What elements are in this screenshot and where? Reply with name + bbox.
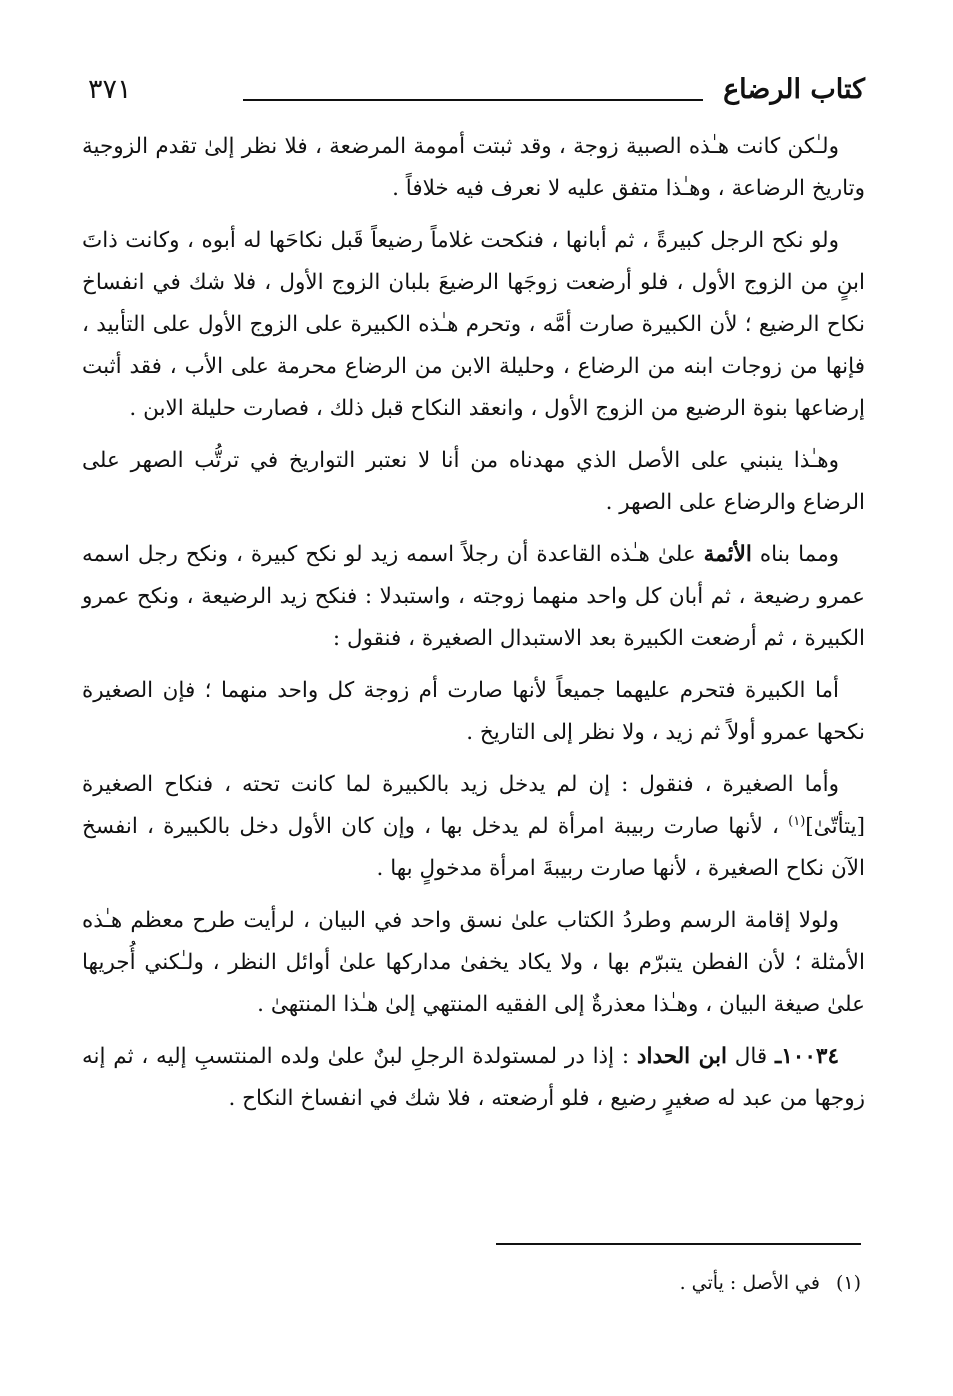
paragraph-2 (82, 220, 865, 430)
paragraph-1 (82, 126, 865, 210)
paragraph-8-text-a: قال (726, 1044, 775, 1069)
paragraph-8-text-b: : إذا در لمستولدة الرجلِ لبنٌ علىٰ ولده المنتسبِ إليه ، ثم إنه زوجها من عبد له صغيرٍ رضيع ، فلو أرضعته ، فلا شك في انفساخ النكاح . (82, 1044, 865, 1111)
paragraph-6 (82, 764, 865, 890)
footnote-reference[interactable]: (١) (788, 813, 806, 829)
cited-author: ابن الحداد (636, 1044, 727, 1069)
paragraph-6-text-b: ، لأنها صارت ربيبة امرأة لم يدخل بها ، وإن كان الأول دخل بالكبيرة ، انفسخ الآن نكاح الصغيرة ، لأنها صارت ربيبةَ امرأة مدخولٍ بها . (82, 814, 865, 881)
running-title: كتاب الرضاع (723, 74, 865, 105)
paragraph-2-text: ولو نكح الرجل كبيرةً ، ثم أبانها ، فنكحت غلاماً رضيعاً قَبل نكاحَها له أبوه ، وكانت ذاتَ ابنٍ من الزوج الأول ، فلو أرضعت زوجَها الرضيعَ بلبان الزوج الأول ، فلا شك في انفساخ نكاح الرضيع ؛ لأن الكبيرة صارت أمَّه ، وتحرم هـٰذه الكبيرة على الزوج الأول على التأبيد ، فإنها من زوجات ابنه من الرضاع ، وحليلة الابن من الرضاع محرمة على الأب ، فقد أثبت إرضاعها بنوة الرضيع من الزوج الأول ، وانعقد النكاح قبل ذلك ، فصارت حليلة الابن . (82, 228, 865, 421)
page-header (88, 74, 865, 118)
paragraph-8 (82, 1036, 865, 1120)
paragraph-5-text: أما الكبيرة فتحرم عليهما جميعاً لأنها صارت أم زوجة كل واحد منهما ؛ فإن الصغيرة نكحها عمرو أولاً ثم زيد ، ولا نظر إلى التاريخ . (82, 678, 865, 745)
footnote-text: في الأصل : يأتي . (679, 1272, 820, 1294)
paragraph-7 (82, 900, 865, 1026)
section-number: ١٠٠٣٤ـ (774, 1044, 839, 1069)
paragraph-5 (82, 670, 865, 754)
paragraph-3-text: وهـٰذا ينبني على الأصل الذي مهدناه من أنا لا نعتبر التواريخ في ترتُّب الصهر على الرضاع والرضاع على الصهر . (82, 448, 865, 515)
body-text (82, 126, 865, 1130)
paragraph-4-bold: الأئمة (703, 542, 752, 567)
footnote-number: (١) (835, 1272, 861, 1294)
paragraph-4-text-b: علىٰ هـٰذه القاعدة أن رجلاً اسمه زيد لو نكح كبيرة ، ونكح رجل اسمه عمرو رضيعة ، ثم أبان كل واحد منهما زوجته ، واستبدلا : فنكح زيد الرضيعة ، ونكح عمرو الكبيرة ، ثم أرضعت الكبيرة بعد الاستبدال الصغيرة ، فنقول : (82, 542, 865, 651)
footnote-rule (496, 1243, 861, 1245)
page-number: ٣٧١ (88, 74, 132, 105)
paragraph-3 (82, 440, 865, 524)
footnote (680, 1272, 861, 1294)
paragraph-6-text-a: وأما الصغيرة ، فنقول : إن لم يدخل زيد بالكبيرة لما كانت تحته ، فنكاح الصغيرة [يتأتّىٰ] (82, 772, 865, 839)
paragraph-4 (82, 534, 865, 660)
header-rule (243, 99, 703, 101)
paragraph-7-text: ولولا إقامة الرسم وطردُ الكتاب علىٰ نسق واحد في البيان ، لرأيت طرح معظم هـٰذه الأمثلة ؛ لأن الفطن يتبرّم بها ، ولا يكاد يخفىٰ مداركها علىٰ أوائل النظر ، ولـٰكني أُجريها علىٰ صيغة البيان ، وهـٰذا معذرةٌ إلى الفقيه المنتهي إلىٰ هـٰذا المنتهىٰ . (82, 908, 865, 1017)
paragraph-1-text: ولـٰكن كانت هـٰذه الصبية زوجة ، وقد ثبتت أمومة المرضعة ، فلا نظر إلىٰ تقدم الزوجية وتاريخ الرضاعة ، وهـٰذا متفق عليه لا نعرف فيه خلافاً . (82, 134, 865, 201)
paragraph-4-text-a: ومما بناه (751, 542, 839, 567)
